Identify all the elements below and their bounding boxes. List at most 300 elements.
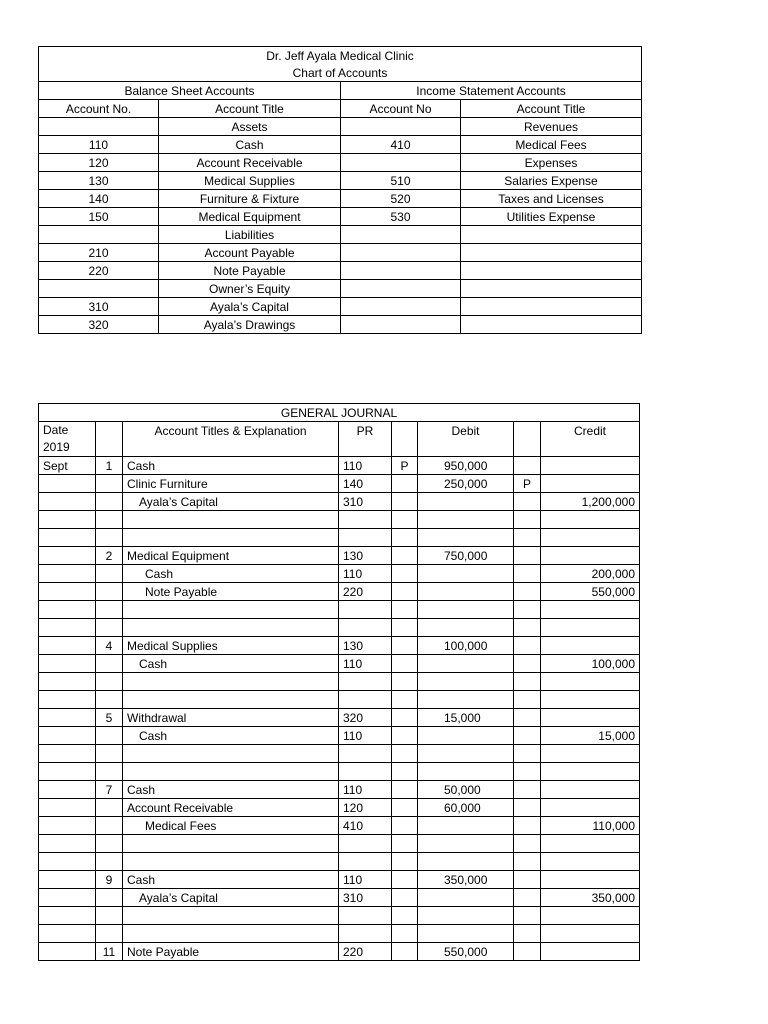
entry-account [123, 673, 339, 691]
journal-row [39, 619, 640, 637]
journal-row [39, 565, 640, 583]
entry-account: Cash [123, 871, 339, 889]
entry-account [123, 601, 339, 619]
entry-day [96, 745, 123, 763]
entry-day [96, 475, 123, 493]
entry-debit-mark [514, 871, 541, 889]
journal-row [39, 673, 640, 691]
entry-month: Sept [39, 457, 96, 475]
entry-debit-mark [514, 655, 541, 673]
entry-debit-mark: P [514, 475, 541, 493]
entry-debit-mark [514, 601, 541, 619]
entry-pr [339, 835, 392, 853]
entry-credit [541, 457, 640, 475]
entry-credit: 550,000 [541, 583, 640, 601]
entry-debit-mark [514, 565, 541, 583]
entry-debit [418, 583, 514, 601]
entry-debit [418, 889, 514, 907]
entry-account: Cash [123, 457, 339, 475]
entry-pr: 110 [339, 781, 392, 799]
entry-pr: 120 [339, 799, 392, 817]
chart-row [39, 208, 642, 226]
entry-debit [418, 619, 514, 637]
journal-row [39, 601, 640, 619]
entry-credit [541, 745, 640, 763]
journal-row [39, 943, 640, 961]
account-title-left: Ayala’s Drawings [159, 316, 341, 334]
entry-pr [339, 853, 392, 871]
entry-debit [418, 925, 514, 943]
account-title-left: Assets [159, 118, 341, 136]
journal-row [39, 547, 640, 565]
entry-account: Medical Supplies [123, 637, 339, 655]
entry-account [123, 907, 339, 925]
entry-pr: 110 [339, 655, 392, 673]
chart-row [39, 154, 642, 172]
entry-day [96, 835, 123, 853]
account-no-left: 110 [39, 136, 159, 154]
entry-account: Cash [123, 565, 339, 583]
account-title-right: Medical Fees [461, 136, 642, 154]
entry-day [96, 655, 123, 673]
entry-pr: 320 [339, 709, 392, 727]
entry-day: 4 [96, 637, 123, 655]
account-title-right: Taxes and Licenses [461, 190, 642, 208]
entry-credit [541, 673, 640, 691]
entry-credit [541, 529, 640, 547]
account-title-left: Medical Equipment [159, 208, 341, 226]
entry-account: Medical Fees [123, 817, 339, 835]
entry-debit-mark [514, 583, 541, 601]
entry-credit [541, 709, 640, 727]
entry-account [123, 763, 339, 781]
account-title-right [461, 226, 642, 244]
account-no-left [39, 118, 159, 136]
general-journal-table [38, 403, 640, 961]
entry-account [123, 853, 339, 871]
entry-debit-mark [514, 781, 541, 799]
entry-account: Note Payable [123, 583, 339, 601]
entry-debit: 50,000 [418, 781, 514, 799]
entry-debit-mark [514, 817, 541, 835]
entry-debit [418, 601, 514, 619]
entry-pr: 220 [339, 583, 392, 601]
entry-credit: 1,200,000 [541, 493, 640, 511]
entry-account: Clinic Furniture [123, 475, 339, 493]
journal-row [39, 799, 640, 817]
col-debit: Debit [418, 422, 514, 457]
entry-pr-mark [392, 817, 418, 835]
col-pr-mark [392, 422, 418, 457]
entry-pr-mark [392, 709, 418, 727]
journal-row [39, 925, 640, 943]
chart-title-row [39, 47, 642, 65]
entry-debit: 100,000 [418, 637, 514, 655]
chart-section-header-row [39, 82, 642, 100]
journal-row [39, 763, 640, 781]
entry-debit: 550,000 [418, 943, 514, 961]
entry-month [39, 475, 96, 493]
entry-credit [541, 835, 640, 853]
entry-month [39, 583, 96, 601]
account-title-left: Note Payable [159, 262, 341, 280]
entry-account [123, 619, 339, 637]
entry-credit [541, 511, 640, 529]
entry-pr [339, 619, 392, 637]
entry-month [39, 601, 96, 619]
entry-debit-mark [514, 493, 541, 511]
entry-debit-mark [514, 529, 541, 547]
entry-day [96, 817, 123, 835]
entry-pr: 110 [339, 457, 392, 475]
entry-day [96, 493, 123, 511]
entry-credit [541, 925, 640, 943]
entry-pr: 110 [339, 727, 392, 745]
entry-debit: 250,000 [418, 475, 514, 493]
entry-pr-mark [392, 691, 418, 709]
journal-row [39, 655, 640, 673]
account-no-right [341, 262, 461, 280]
col-date [39, 422, 96, 457]
col-account-no-right: Account No [341, 100, 461, 118]
entry-debit [418, 691, 514, 709]
journal-row [39, 871, 640, 889]
chart-row [39, 172, 642, 190]
entry-pr: 110 [339, 871, 392, 889]
entry-day [96, 907, 123, 925]
account-no-right [341, 244, 461, 262]
entry-credit [541, 619, 640, 637]
journal-row [39, 511, 640, 529]
entry-month [39, 943, 96, 961]
account-no-right [341, 118, 461, 136]
entry-account [123, 691, 339, 709]
entry-month [39, 709, 96, 727]
entry-debit: 950,000 [418, 457, 514, 475]
entry-month [39, 619, 96, 637]
chart-row [39, 262, 642, 280]
account-no-right: 510 [341, 172, 461, 190]
entry-month [39, 853, 96, 871]
entry-credit [541, 799, 640, 817]
entry-account [123, 511, 339, 529]
account-title-left: Cash [159, 136, 341, 154]
account-no-right: 530 [341, 208, 461, 226]
col-pr: PR [339, 422, 392, 457]
entry-debit [418, 655, 514, 673]
entry-month [39, 835, 96, 853]
entry-pr-mark [392, 673, 418, 691]
chart-row [39, 118, 642, 136]
col-account-title-left: Account Title [159, 100, 341, 118]
entry-month [39, 637, 96, 655]
entry-month [39, 673, 96, 691]
journal-row [39, 853, 640, 871]
journal-header-row [39, 422, 640, 457]
account-no-left [39, 280, 159, 298]
entry-pr [339, 925, 392, 943]
entry-pr [339, 673, 392, 691]
account-title-left: Furniture & Fixture [159, 190, 341, 208]
col-account-titles: Account Titles & Explanation [123, 422, 339, 457]
entry-month [39, 691, 96, 709]
entry-pr: 220 [339, 943, 392, 961]
account-no-right: 520 [341, 190, 461, 208]
entry-debit-mark [514, 457, 541, 475]
entry-pr [339, 601, 392, 619]
col-credit: Credit [541, 422, 640, 457]
chart-column-header-row [39, 100, 642, 118]
chart-row [39, 136, 642, 154]
account-no-right [341, 298, 461, 316]
account-title-left: Owner’s Equity [159, 280, 341, 298]
entry-credit [541, 871, 640, 889]
entry-debit-mark [514, 673, 541, 691]
entry-pr-mark [392, 781, 418, 799]
chart-of-accounts-table [38, 46, 642, 334]
entry-credit [541, 853, 640, 871]
journal-row [39, 691, 640, 709]
entry-debit [418, 835, 514, 853]
entry-month [39, 745, 96, 763]
entry-day [96, 799, 123, 817]
entry-day: 7 [96, 781, 123, 799]
entry-debit-mark [514, 727, 541, 745]
entry-account [123, 529, 339, 547]
entry-pr: 410 [339, 817, 392, 835]
entry-debit [418, 493, 514, 511]
entry-pr-mark [392, 925, 418, 943]
col-debit-mark [514, 422, 541, 457]
chart-row [39, 298, 642, 316]
account-no-right [341, 226, 461, 244]
entry-day [96, 727, 123, 745]
entry-pr [339, 691, 392, 709]
entry-credit [541, 763, 640, 781]
balance-sheet-header: Balance Sheet Accounts [39, 82, 341, 100]
entry-debit [418, 745, 514, 763]
entry-pr: 130 [339, 547, 392, 565]
entry-pr-mark [392, 871, 418, 889]
account-title-right: Salaries Expense [461, 172, 642, 190]
account-title-left: Account Payable [159, 244, 341, 262]
entry-debit [418, 673, 514, 691]
entry-pr-mark [392, 835, 418, 853]
col-account-no-left: Account No. [39, 100, 159, 118]
account-no-left: 210 [39, 244, 159, 262]
entry-pr-mark [392, 601, 418, 619]
entry-pr [339, 511, 392, 529]
entry-debit [418, 529, 514, 547]
entry-debit-mark [514, 835, 541, 853]
account-no-right [341, 154, 461, 172]
entry-credit: 200,000 [541, 565, 640, 583]
entry-debit: 15,000 [418, 709, 514, 727]
entry-debit-mark [514, 619, 541, 637]
entry-day [96, 583, 123, 601]
entry-month [39, 529, 96, 547]
entry-credit [541, 907, 640, 925]
entry-pr-mark [392, 475, 418, 493]
journal-row [39, 727, 640, 745]
col-day [96, 422, 123, 457]
journal-row [39, 745, 640, 763]
journal-row [39, 889, 640, 907]
entry-pr-mark [392, 565, 418, 583]
entry-pr [339, 529, 392, 547]
entry-debit-mark [514, 745, 541, 763]
entry-debit-mark [514, 637, 541, 655]
entry-debit [418, 763, 514, 781]
entry-day [96, 673, 123, 691]
entry-debit [418, 565, 514, 583]
entry-credit [541, 943, 640, 961]
account-no-left: 220 [39, 262, 159, 280]
journal-row [39, 457, 640, 475]
entry-pr-mark [392, 511, 418, 529]
entry-pr: 310 [339, 889, 392, 907]
account-title-right [461, 244, 642, 262]
entry-month [39, 889, 96, 907]
entry-day: 11 [96, 943, 123, 961]
entry-debit-mark [514, 889, 541, 907]
entry-month [39, 817, 96, 835]
entry-debit-mark [514, 925, 541, 943]
entry-day [96, 565, 123, 583]
entry-debit: 350,000 [418, 871, 514, 889]
entry-account [123, 925, 339, 943]
entry-pr: 140 [339, 475, 392, 493]
entry-account: Cash [123, 727, 339, 745]
account-no-left [39, 226, 159, 244]
chart-row [39, 190, 642, 208]
entry-day: 5 [96, 709, 123, 727]
entry-pr-mark [392, 745, 418, 763]
entry-debit-mark [514, 709, 541, 727]
account-title-left: Ayala’s Capital [159, 298, 341, 316]
entry-credit [541, 601, 640, 619]
entry-pr [339, 763, 392, 781]
account-title-right [461, 280, 642, 298]
chart-subtitle: Chart of Accounts [39, 64, 642, 82]
entry-debit: 750,000 [418, 547, 514, 565]
entry-debit-mark [514, 763, 541, 781]
income-statement-header: Income Statement Accounts [341, 82, 642, 100]
entry-day: 1 [96, 457, 123, 475]
journal-body [39, 404, 640, 961]
account-title-left: Account Receivable [159, 154, 341, 172]
clinic-name: Dr. Jeff Ayala Medical Clinic [39, 47, 642, 65]
entry-month [39, 655, 96, 673]
journal-title: GENERAL JOURNAL [39, 404, 640, 422]
entry-debit-mark [514, 907, 541, 925]
entry-pr-mark [392, 727, 418, 745]
account-no-left: 150 [39, 208, 159, 226]
entry-debit-mark [514, 511, 541, 529]
entry-debit-mark [514, 547, 541, 565]
entry-account: Cash [123, 655, 339, 673]
chart-row [39, 244, 642, 262]
entry-pr-mark: P [392, 457, 418, 475]
entry-debit-mark [514, 799, 541, 817]
chart-row [39, 280, 642, 298]
entry-month [39, 799, 96, 817]
entry-pr-mark [392, 583, 418, 601]
account-title-right: Utilities Expense [461, 208, 642, 226]
entry-pr: 310 [339, 493, 392, 511]
entry-pr-mark [392, 637, 418, 655]
entry-pr-mark [392, 655, 418, 673]
account-no-right: 410 [341, 136, 461, 154]
entry-day [96, 691, 123, 709]
entry-pr-mark [392, 889, 418, 907]
entry-account: Cash [123, 781, 339, 799]
chart-body [39, 47, 642, 334]
entry-pr: 130 [339, 637, 392, 655]
entry-debit [418, 853, 514, 871]
entry-credit: 110,000 [541, 817, 640, 835]
account-no-left: 320 [39, 316, 159, 334]
journal-row [39, 475, 640, 493]
account-no-left: 120 [39, 154, 159, 172]
account-title-right [461, 298, 642, 316]
entry-credit [541, 547, 640, 565]
entry-credit: 350,000 [541, 889, 640, 907]
entry-account [123, 835, 339, 853]
entry-pr [339, 745, 392, 763]
journal-row [39, 907, 640, 925]
entry-debit: 60,000 [418, 799, 514, 817]
entry-account: Account Receivable [123, 799, 339, 817]
journal-row [39, 781, 640, 799]
account-title-left: Liabilities [159, 226, 341, 244]
col-date-label: Date [43, 423, 69, 437]
entry-pr-mark [392, 529, 418, 547]
journal-row [39, 637, 640, 655]
entry-credit: 15,000 [541, 727, 640, 745]
entry-account: Withdrawal [123, 709, 339, 727]
entry-account: Note Payable [123, 943, 339, 961]
entry-month [39, 565, 96, 583]
journal-title-row [39, 404, 640, 422]
entry-debit-mark [514, 691, 541, 709]
entry-credit [541, 637, 640, 655]
entry-month [39, 547, 96, 565]
entry-pr-mark [392, 493, 418, 511]
journal-row [39, 709, 640, 727]
journal-row [39, 817, 640, 835]
entry-month [39, 907, 96, 925]
account-no-right [341, 280, 461, 298]
entry-credit [541, 781, 640, 799]
entry-account: Ayala’s Capital [123, 493, 339, 511]
entry-month [39, 727, 96, 745]
account-title-right: Revenues [461, 118, 642, 136]
entry-month [39, 925, 96, 943]
entry-pr-mark [392, 907, 418, 925]
entry-account [123, 745, 339, 763]
entry-account: Medical Equipment [123, 547, 339, 565]
entry-pr-mark [392, 799, 418, 817]
entry-debit [418, 817, 514, 835]
account-title-right [461, 316, 642, 334]
chart-subtitle-row [39, 64, 642, 82]
entry-debit [418, 907, 514, 925]
entry-day: 9 [96, 871, 123, 889]
account-no-left: 140 [39, 190, 159, 208]
entry-day [96, 925, 123, 943]
journal-row [39, 583, 640, 601]
